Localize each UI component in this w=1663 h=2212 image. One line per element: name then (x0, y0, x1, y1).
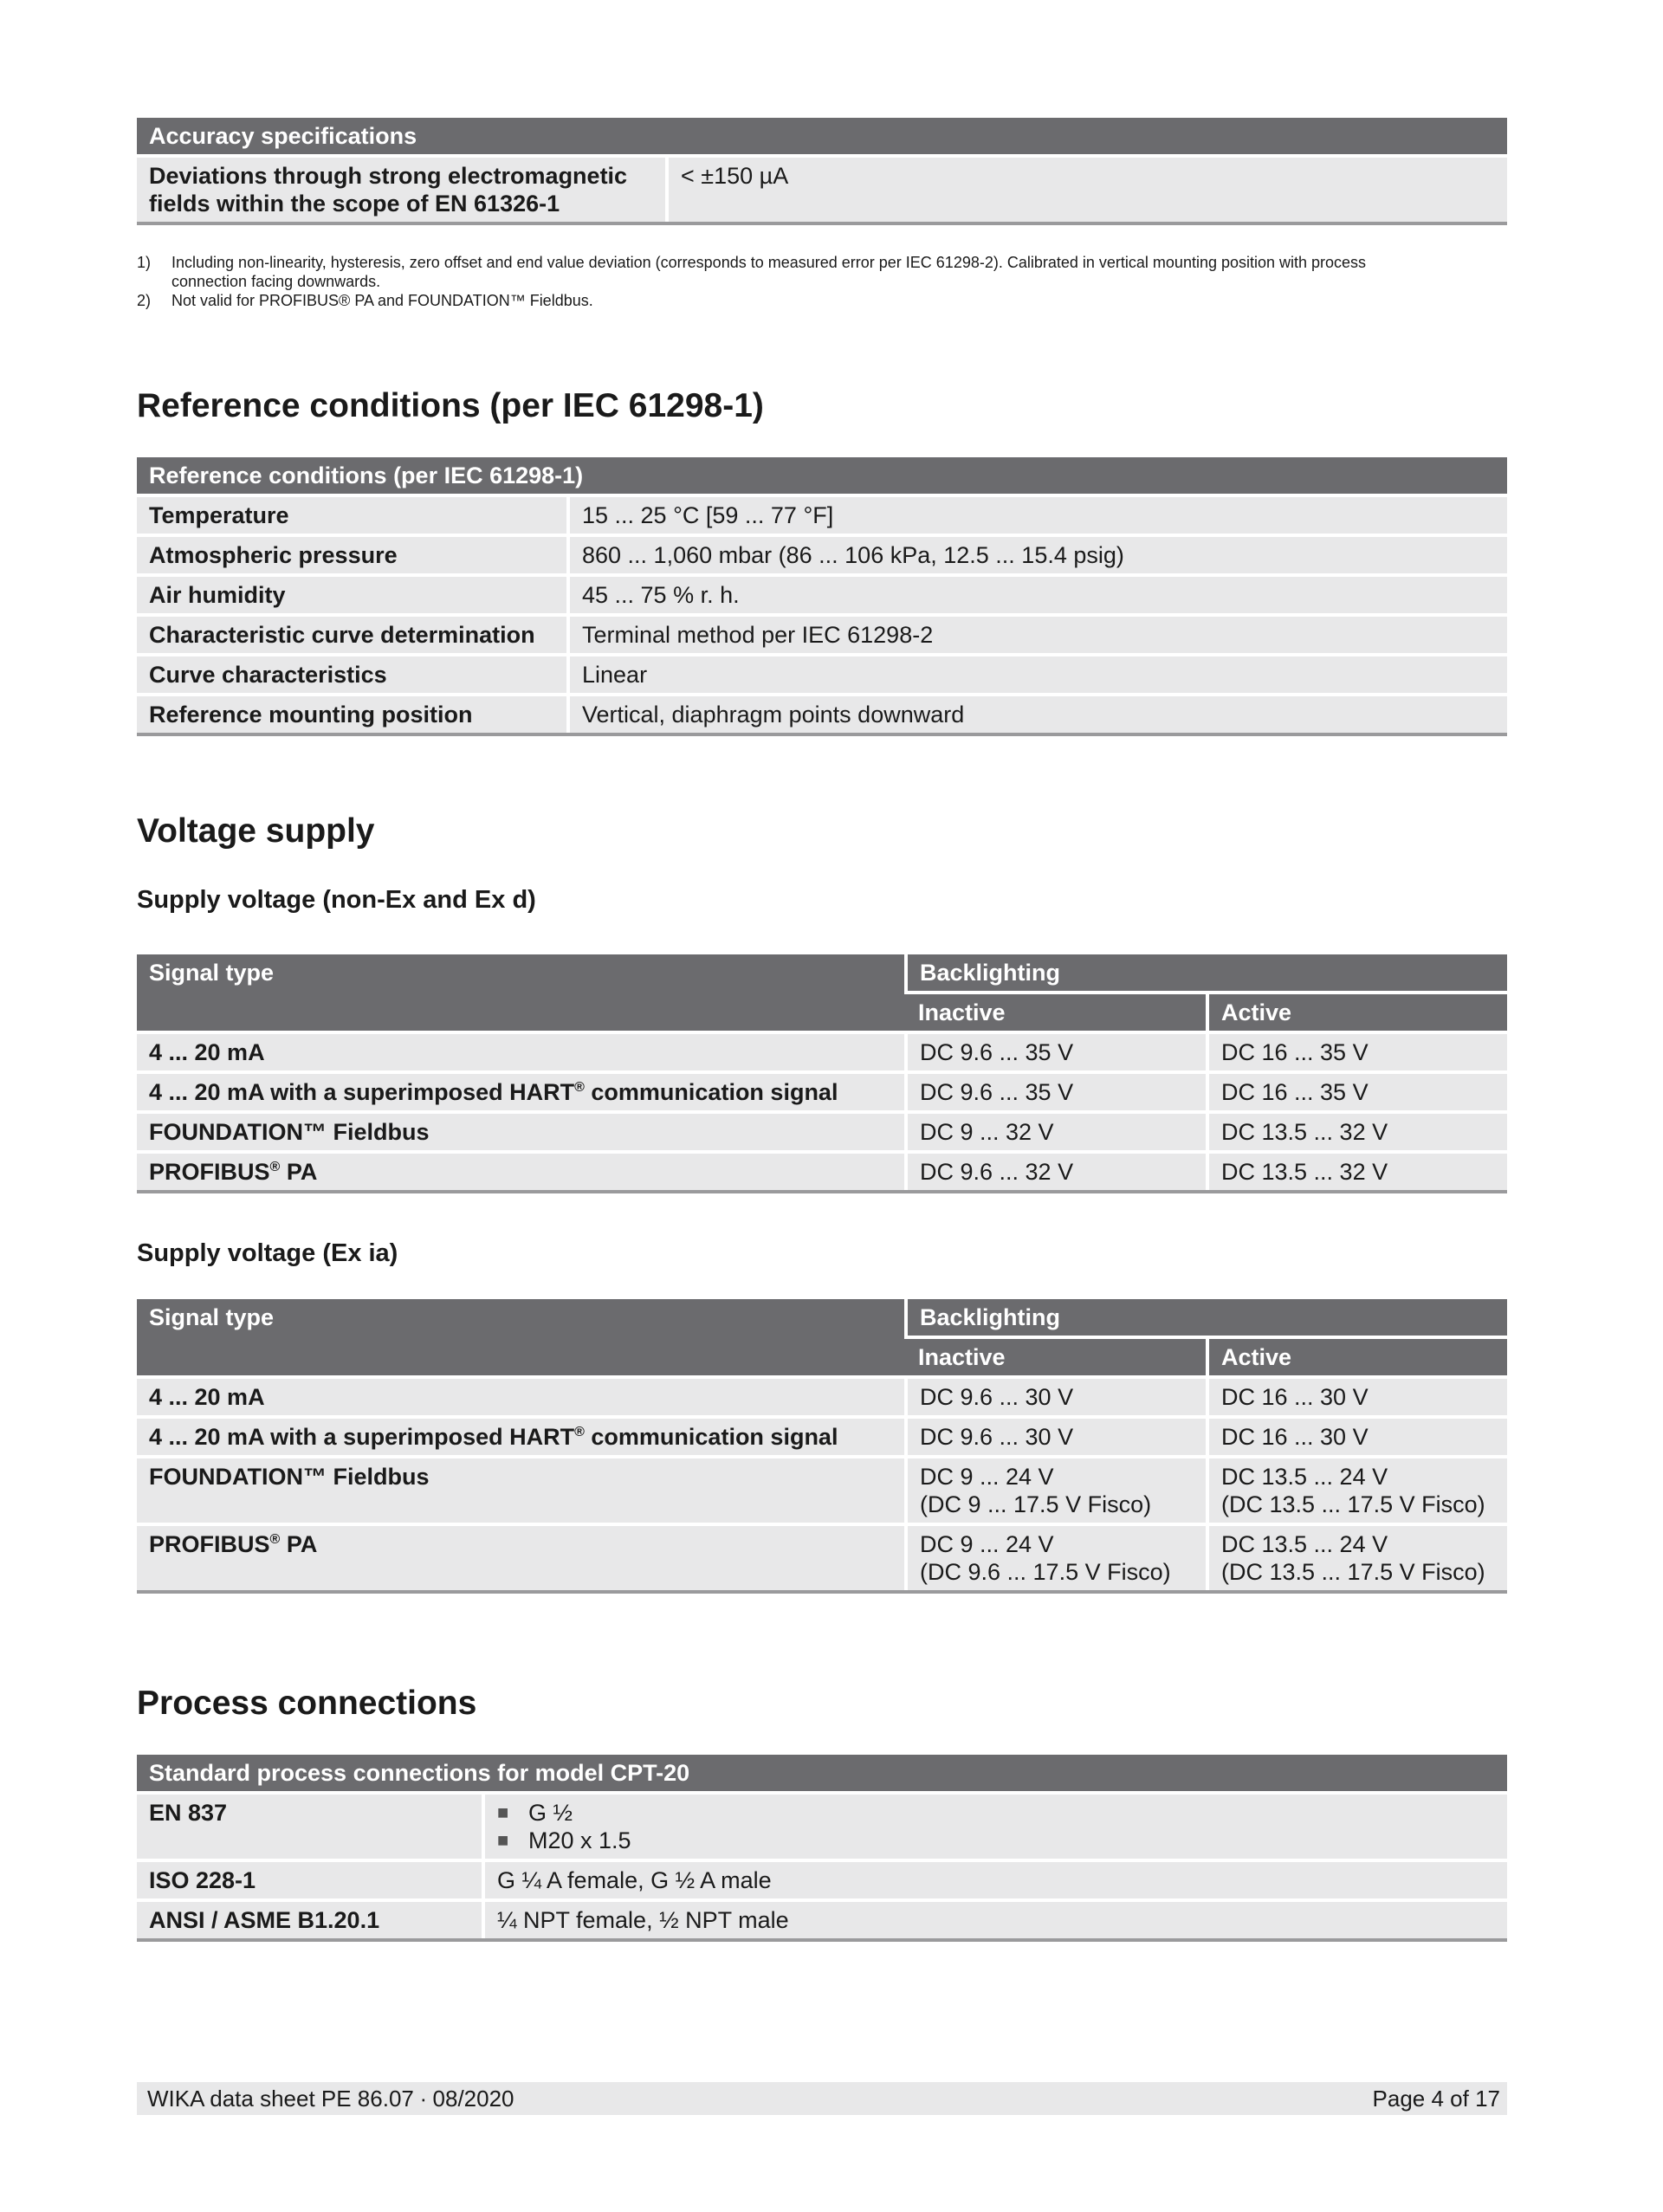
table-row-label: Air humidity (137, 575, 568, 615)
footer-page-number: Page 4 of 17 (1372, 2086, 1500, 2112)
cell-line-2: (DC 9.6 ... 17.5 V Fisco) (920, 1559, 1171, 1585)
table-cell-active: DC 16 ... 35 V (1207, 1032, 1507, 1072)
table-cell-inactive: DC 9.6 ... 32 V (906, 1152, 1207, 1192)
cell-line-2: (DC 9 ... 17.5 V Fisco) (920, 1491, 1152, 1517)
voltage-table2-block (137, 1299, 1507, 1594)
table-row-label: FOUNDATION™ Fieldbus (137, 1112, 906, 1152)
cell-line-2: (DC 13.5 ... 17.5 V Fisco) (1221, 1559, 1485, 1585)
table-cell-inactive: DC 9.6 ... 30 V (906, 1417, 1207, 1457)
table-row-label: Reference mounting position (137, 695, 568, 734)
label-main: PROFIBUS (149, 1531, 270, 1557)
process-table-header: Standard process connections for model CPT-20 (137, 1755, 1507, 1793)
reference-section-title: Reference conditions (per IEC 61298-1) (137, 387, 764, 424)
voltage-section-title: Voltage supply (137, 812, 375, 850)
table-cell-active (1207, 1457, 1507, 1524)
table-cell-inactive: DC 9 ... 32 V (906, 1112, 1207, 1152)
table-row-label: Characteristic curve determination (137, 615, 568, 655)
cell-line-1: DC 9 ... 24 V (920, 1531, 1054, 1557)
table-row-value: Vertical, diaphragm points downward (568, 695, 1507, 734)
registered-mark: ® (574, 1425, 585, 1439)
table-cell-inactive (906, 1457, 1207, 1524)
table-cell-active (1207, 1524, 1507, 1592)
cell-line-1: DC 13.5 ... 24 V (1221, 1531, 1388, 1557)
list-item (497, 1827, 1495, 1854)
label-tail: PA (280, 1159, 318, 1185)
table-cell-active: DC 16 ... 30 V (1207, 1377, 1507, 1417)
table-cell-active: DC 13.5 ... 32 V (1207, 1112, 1507, 1152)
table-row-label: EN 837 (137, 1793, 483, 1860)
col-inactive: Inactive (906, 1337, 1207, 1377)
table-row-value: ¼ NPT female, ½ NPT male (483, 1900, 1507, 1940)
voltage-table1-block (137, 954, 1507, 1193)
label-tail: communication signal (584, 1079, 838, 1105)
table-cell-active: DC 16 ... 35 V (1207, 1072, 1507, 1112)
table-row-label: 4 ... 20 mA (137, 1032, 906, 1072)
table-row-value: 15 ... 25 °C [59 ... 77 °F] (568, 495, 1507, 535)
list-item-text: G ½ (528, 1800, 573, 1826)
registered-mark: ® (269, 1532, 281, 1547)
table-row-label: FOUNDATION™ Fieldbus (137, 1457, 906, 1524)
cell-line-1: DC 9 ... 24 V (920, 1464, 1054, 1490)
table-cell-active: DC 16 ... 30 V (1207, 1417, 1507, 1457)
label-tail: PA (280, 1531, 318, 1557)
voltage-table-non-ex (137, 954, 1507, 1193)
footnote-text: Not valid for PROFIBUS® PA and FOUNDATION™ Fieldbus. (171, 292, 593, 309)
square-bullet-icon: ■ (497, 1829, 509, 1851)
footnote-1 (137, 253, 1436, 291)
col-active: Active (1207, 1337, 1507, 1377)
table-cell-inactive: DC 9.6 ... 35 V (906, 1072, 1207, 1112)
registered-mark: ® (574, 1080, 585, 1095)
footnote-2 (137, 291, 1436, 310)
label-tail: communication signal (584, 1424, 838, 1450)
table-row-value: G ¼ A female, G ½ A male (483, 1860, 1507, 1900)
list-item-text: M20 x 1.5 (528, 1827, 631, 1853)
accuracy-row-value: < ±150 µA (667, 156, 1507, 223)
registered-mark: ® (269, 1160, 281, 1174)
table-row-value (483, 1793, 1507, 1860)
table-row-value: Linear (568, 655, 1507, 695)
col-backlighting: Backlighting (906, 1299, 1507, 1337)
col-signal-type: Signal type (137, 954, 906, 1032)
table-row-label: 4 ... 20 mA (137, 1377, 906, 1417)
footer-doc-id: WIKA data sheet PE 86.07 ∙ 08/2020 (147, 2086, 514, 2112)
voltage-table1-subtitle: Supply voltage (non-Ex and Ex d) (137, 886, 536, 914)
footnote-number: 1) (137, 254, 152, 271)
process-table (137, 1755, 1507, 1942)
table-row-value: Terminal method per IEC 61298-2 (568, 615, 1507, 655)
table-row-label (137, 1152, 906, 1192)
cell-line-2: (DC 13.5 ... 17.5 V Fisco) (1221, 1491, 1485, 1517)
table-cell-inactive: DC 9.6 ... 30 V (906, 1377, 1207, 1417)
footnotes (137, 253, 1436, 310)
table-cell-active: DC 13.5 ... 32 V (1207, 1152, 1507, 1192)
page-footer (137, 2082, 1507, 2115)
voltage-table-ex-ia (137, 1299, 1507, 1594)
accuracy-row-label: Deviations through strong electromagnetic fields within the scope of EN 61326-1 (137, 156, 667, 223)
table-row-label: Temperature (137, 495, 568, 535)
table-row-label: Curve characteristics (137, 655, 568, 695)
table-row-label: ISO 228-1 (137, 1860, 483, 1900)
voltage-table2-subtitle: Supply voltage (Ex ia) (137, 1239, 398, 1267)
cell-line-1: DC 13.5 ... 24 V (1221, 1464, 1388, 1490)
accuracy-table-block (137, 118, 1507, 225)
col-backlighting: Backlighting (906, 954, 1507, 993)
table-row-label (137, 1072, 906, 1112)
table-row-label (137, 1524, 906, 1592)
reference-table (137, 457, 1507, 736)
reference-table-block (137, 457, 1507, 736)
footnote-number: 2) (137, 292, 152, 309)
col-signal-type: Signal type (137, 1299, 906, 1377)
table-row-label: Atmospheric pressure (137, 535, 568, 575)
label-main: 4 ... 20 mA with a superimposed HART (149, 1079, 575, 1105)
square-bullet-icon: ■ (497, 1801, 509, 1823)
table-cell-inactive: DC 9.6 ... 35 V (906, 1032, 1207, 1072)
table-row-label: ANSI / ASME B1.20.1 (137, 1900, 483, 1940)
table-row-label (137, 1417, 906, 1457)
label-main: PROFIBUS (149, 1159, 270, 1185)
table-cell-inactive (906, 1524, 1207, 1592)
reference-table-header: Reference conditions (per IEC 61298-1) (137, 457, 1507, 495)
accuracy-table-header: Accuracy specifications (137, 118, 1507, 156)
accuracy-table (137, 118, 1507, 225)
label-main: 4 ... 20 mA with a superimposed HART (149, 1424, 575, 1450)
table-row-value: 860 ... 1,060 mbar (86 ... 106 kPa, 12.5 ... 15.4 psig) (568, 535, 1507, 575)
list-item (497, 1799, 1495, 1827)
table-row-value: 45 ... 75 % r. h. (568, 575, 1507, 615)
process-table-block (137, 1755, 1507, 1942)
process-section-title: Process connections (137, 1685, 477, 1722)
footnote-text: Including non-linearity, hysteresis, zero offset and end value deviation (corresponds to measured error per IEC 61298-2). Calibrated in vertical mounting position with process connection facing downwards. (171, 254, 1367, 290)
col-inactive: Inactive (906, 993, 1207, 1032)
col-active: Active (1207, 993, 1507, 1032)
